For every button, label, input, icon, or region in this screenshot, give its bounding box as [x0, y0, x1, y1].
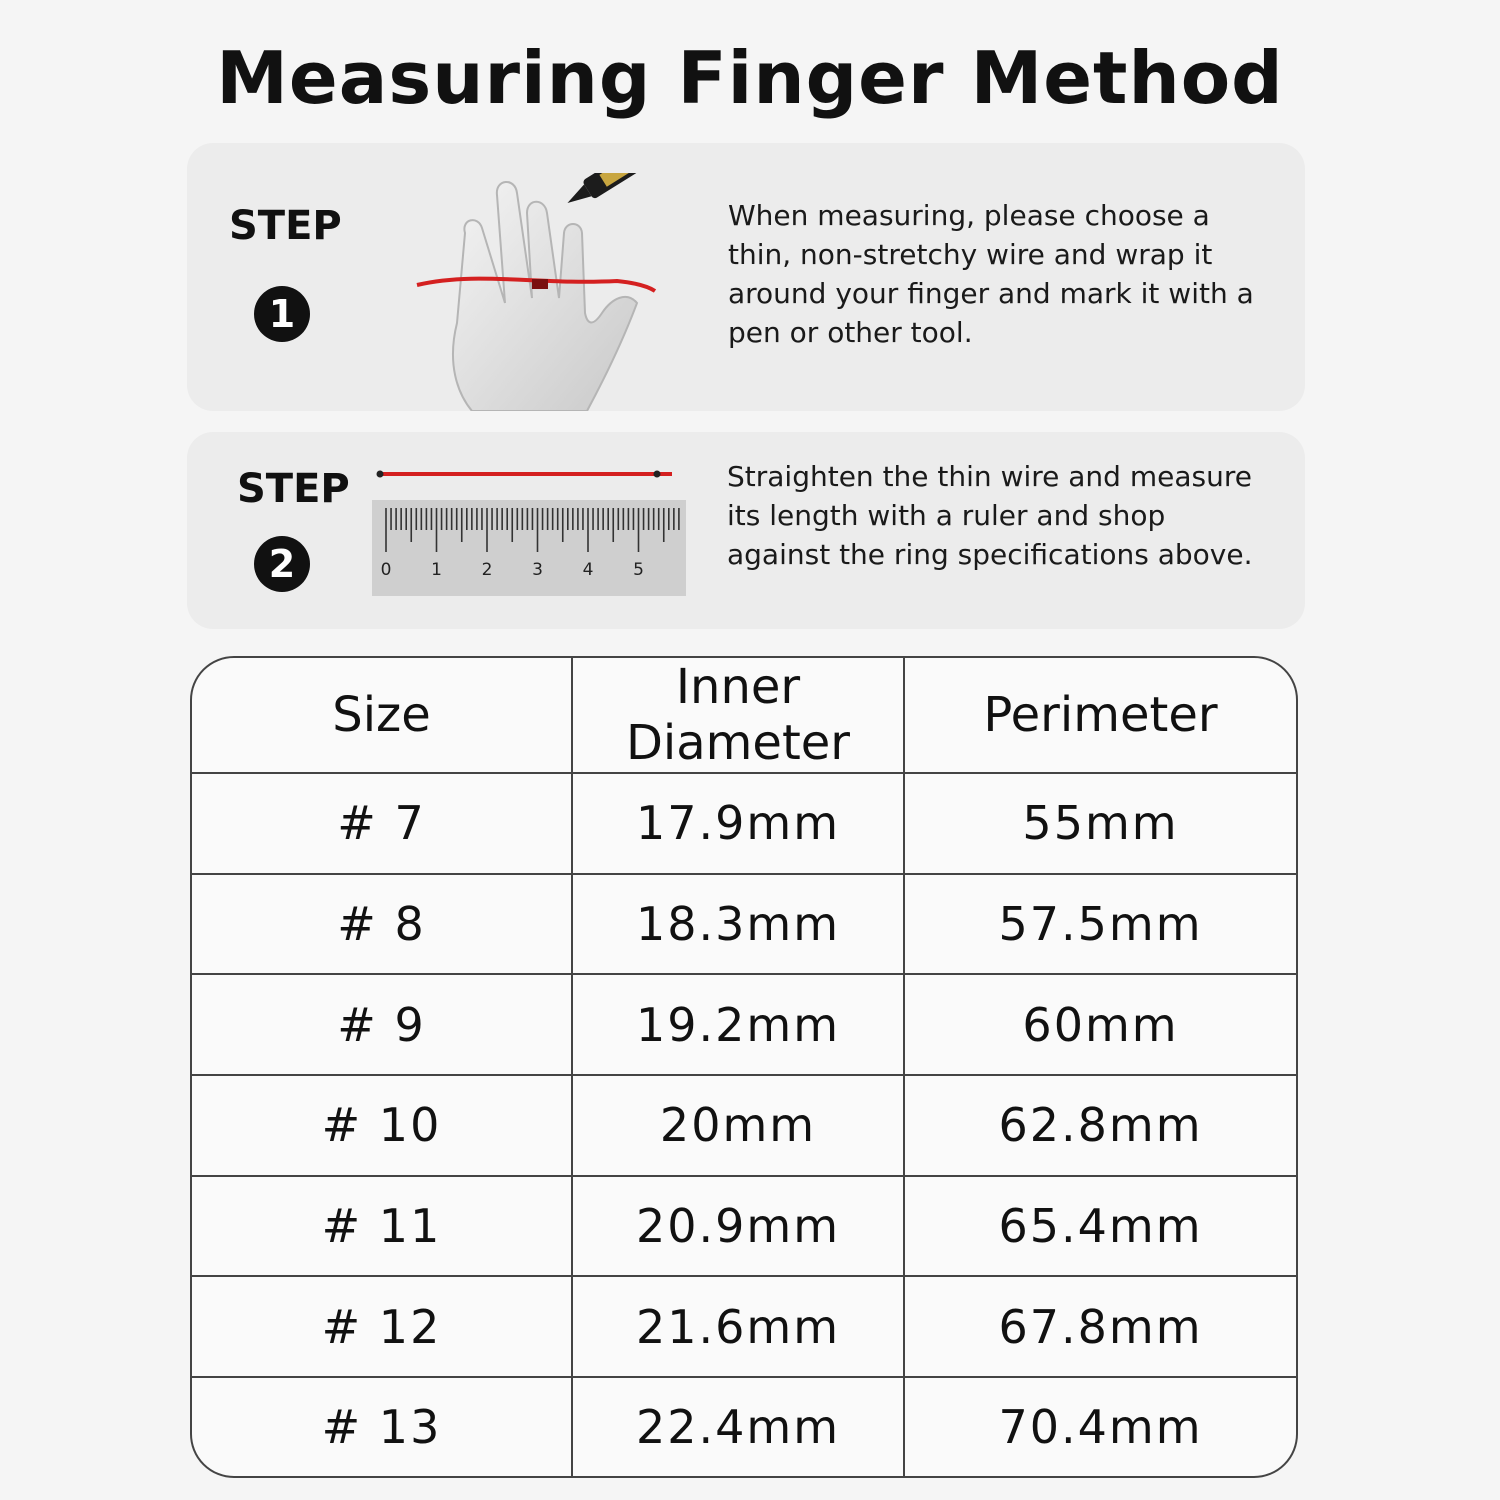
ruler-label: 2 [481, 560, 493, 580]
table-row [192, 1276, 1296, 1377]
cell-inner-diameter: 19.2mm [572, 974, 904, 1075]
ruler-label: 0 [380, 560, 392, 580]
cell-perimeter: 60mm [904, 974, 1296, 1075]
wire-and-ruler-illustration [372, 462, 692, 602]
step-2-card [187, 432, 1305, 629]
cell-size: # 8 [192, 874, 572, 975]
step-2-number: 2 [254, 536, 310, 592]
cell-inner-diameter: 22.4mm [572, 1377, 904, 1476]
ruler-label: 1 [431, 560, 442, 580]
cell-size: # 9 [192, 974, 572, 1075]
header-size: Size [192, 658, 572, 773]
table-row [192, 874, 1296, 975]
table-row [192, 1377, 1296, 1476]
table-row [192, 1176, 1296, 1277]
step-1-number: 1 [254, 286, 310, 342]
cell-inner-diameter: 20.9mm [572, 1176, 904, 1277]
header-perimeter: Perimeter [904, 658, 1296, 773]
cell-inner-diameter: 20mm [572, 1075, 904, 1176]
header-inner-diameter: Inner Diameter [572, 658, 904, 773]
step-1-label: STEP [229, 203, 342, 249]
cell-size: # 10 [192, 1075, 572, 1176]
size-table [190, 656, 1298, 1478]
cell-perimeter: 70.4mm [998, 1400, 1203, 1455]
step-2-label: STEP [237, 466, 350, 512]
table-header-row [192, 658, 1296, 773]
hand-with-pen-illustration [387, 173, 707, 411]
cell-inner-diameter: 21.6mm [572, 1276, 904, 1377]
step-1-card [187, 143, 1305, 411]
cell-size: # 11 [192, 1176, 572, 1277]
cell-perimeter: 65.4mm [904, 1176, 1296, 1277]
cell-perimeter: 62.8mm [904, 1075, 1296, 1176]
table-row [192, 1075, 1296, 1176]
cell-perimeter: 57.5mm [904, 874, 1296, 975]
step-1-text: When measuring, please choose a thin, non-stretchy wire and wrap it around your finger and mark it with a pen or other tool. [728, 199, 1254, 349]
step-2-text: Straighten the thin wire and measure its length with a ruler and shop against the ring specifications above. [727, 460, 1253, 571]
ruler-label: 3 [532, 560, 543, 580]
table-row [192, 773, 1296, 874]
cell-size: # 13 [192, 1377, 572, 1476]
table-row [192, 974, 1296, 1075]
cell-size: # 7 [192, 773, 572, 874]
cell-perimeter: 55mm [904, 773, 1296, 874]
cell-perimeter: 67.8mm [904, 1276, 1296, 1377]
cell-inner-diameter: 17.9mm [572, 773, 904, 874]
ruler-label: 5 [633, 560, 644, 580]
page-title: Measuring Finger Method [216, 36, 1284, 120]
cell-inner-diameter: 18.3mm [572, 874, 904, 975]
ruler-label: 4 [582, 560, 594, 580]
cell-size: # 12 [192, 1276, 572, 1377]
